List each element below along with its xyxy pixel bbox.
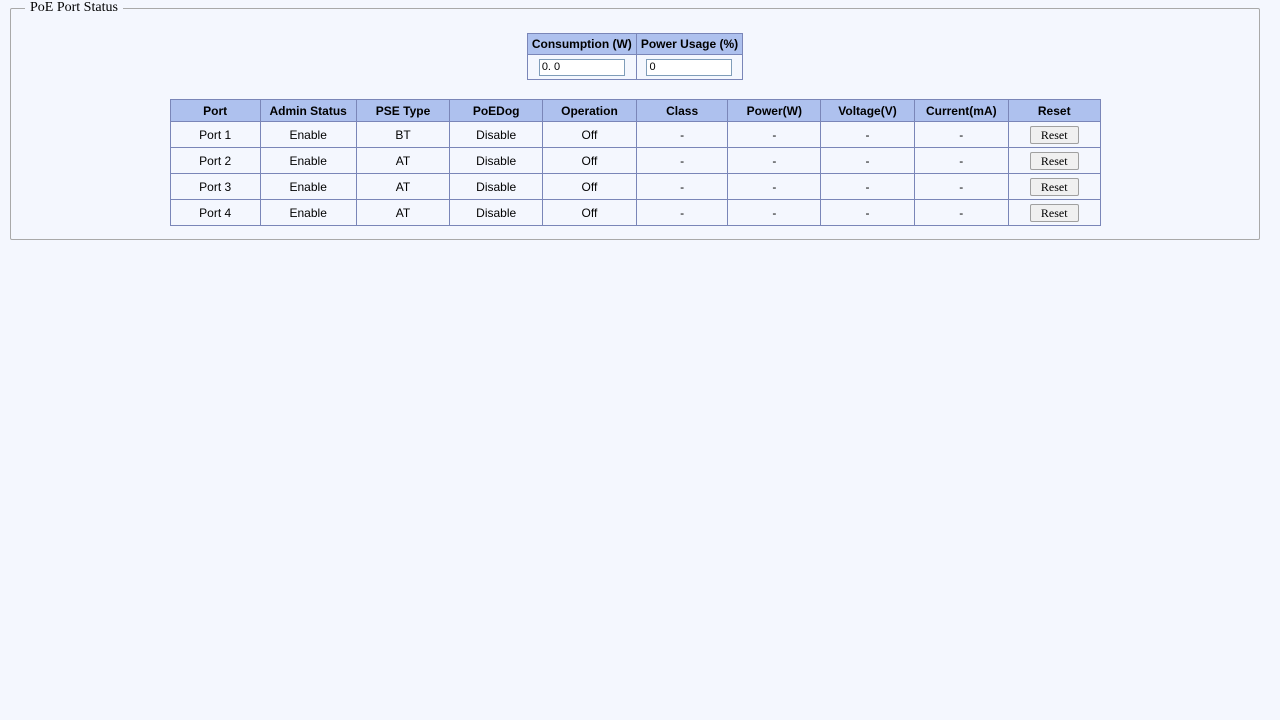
summary-header-power-usage: Power Usage (%)	[636, 34, 742, 55]
column-header-current: Current(mA)	[914, 100, 1008, 122]
cell-admin-status: Enable	[260, 148, 356, 174]
power-summary-section	[11, 33, 1259, 80]
cell-operation: Off	[542, 148, 636, 174]
cell-pse-type: AT	[356, 174, 450, 200]
ports-section	[11, 99, 1259, 226]
cell-pse-type: BT	[356, 122, 450, 148]
cell-voltage: -	[821, 122, 914, 148]
cell-admin-status: Enable	[260, 122, 356, 148]
summary-value-row	[527, 55, 742, 80]
cell-admin-status: Enable	[260, 174, 356, 200]
cell-power: -	[728, 174, 821, 200]
cell-reset	[1008, 200, 1100, 226]
column-header-reset: Reset	[1008, 100, 1100, 122]
consumption-input[interactable]	[539, 59, 625, 76]
reset-button[interactable]: Reset	[1030, 152, 1079, 170]
ports-header-row	[170, 100, 1100, 122]
cell-current: -	[914, 174, 1008, 200]
poe-port-status-panel	[10, 0, 1260, 240]
cell-class: -	[637, 200, 728, 226]
column-header-power: Power(W)	[728, 100, 821, 122]
cell-reset	[1008, 122, 1100, 148]
cell-current: -	[914, 148, 1008, 174]
cell-pse-type: AT	[356, 200, 450, 226]
table-row	[170, 200, 1100, 226]
table-row	[170, 122, 1100, 148]
column-header-pse-type: PSE Type	[356, 100, 450, 122]
cell-operation: Off	[542, 174, 636, 200]
power-usage-input[interactable]	[646, 59, 732, 76]
table-row	[170, 174, 1100, 200]
consumption-cell	[527, 55, 636, 80]
column-header-admin-status: Admin Status	[260, 100, 356, 122]
cell-voltage: -	[821, 174, 914, 200]
poe-ports-table	[170, 99, 1101, 226]
reset-button[interactable]: Reset	[1030, 204, 1079, 222]
column-header-class: Class	[637, 100, 728, 122]
cell-operation: Off	[542, 200, 636, 226]
cell-port: Port 3	[170, 174, 260, 200]
power-usage-cell	[636, 55, 742, 80]
cell-poedog: Disable	[450, 122, 542, 148]
cell-pse-type: AT	[356, 148, 450, 174]
cell-poedog: Disable	[450, 200, 542, 226]
cell-voltage: -	[821, 148, 914, 174]
panel-legend: PoE Port Status	[25, 0, 123, 16]
cell-class: -	[637, 148, 728, 174]
cell-reset	[1008, 174, 1100, 200]
column-header-poedog: PoEDog	[450, 100, 542, 122]
cell-power: -	[728, 122, 821, 148]
cell-power: -	[728, 200, 821, 226]
reset-button[interactable]: Reset	[1030, 126, 1079, 144]
cell-poedog: Disable	[450, 174, 542, 200]
cell-operation: Off	[542, 122, 636, 148]
cell-port: Port 1	[170, 122, 260, 148]
power-summary-table	[527, 33, 743, 80]
column-header-voltage: Voltage(V)	[821, 100, 914, 122]
summary-header-row	[527, 34, 742, 55]
table-row	[170, 148, 1100, 174]
cell-admin-status: Enable	[260, 200, 356, 226]
column-header-operation: Operation	[542, 100, 636, 122]
cell-class: -	[637, 122, 728, 148]
cell-reset	[1008, 148, 1100, 174]
cell-power: -	[728, 148, 821, 174]
cell-voltage: -	[821, 200, 914, 226]
cell-port: Port 4	[170, 200, 260, 226]
cell-poedog: Disable	[450, 148, 542, 174]
cell-port: Port 2	[170, 148, 260, 174]
reset-button[interactable]: Reset	[1030, 178, 1079, 196]
cell-class: -	[637, 174, 728, 200]
column-header-port: Port	[170, 100, 260, 122]
cell-current: -	[914, 122, 1008, 148]
summary-header-consumption: Consumption (W)	[527, 34, 636, 55]
cell-current: -	[914, 200, 1008, 226]
